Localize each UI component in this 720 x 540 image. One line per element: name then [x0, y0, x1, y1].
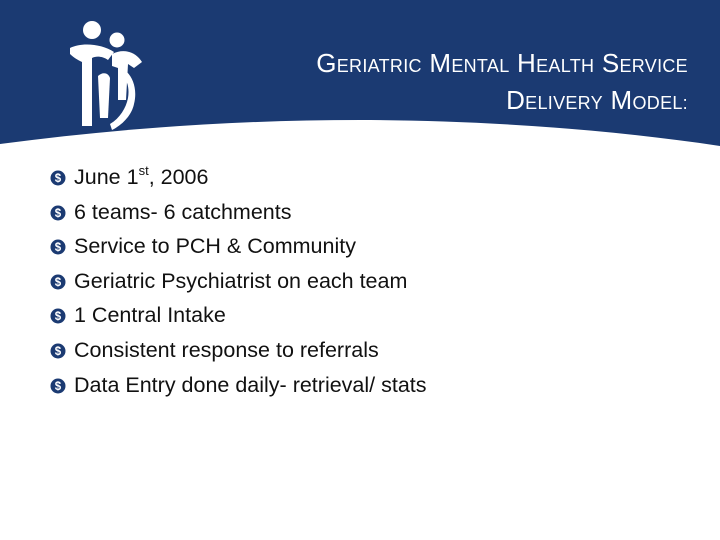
- dollar-coin-bullet-icon: [50, 205, 66, 221]
- title-word-rest: ELIVERY: [525, 93, 603, 113]
- bullet-item: [50, 333, 427, 368]
- bullet-text: Consistent response to referrals: [74, 337, 379, 362]
- title-word-rest: ODEL:: [632, 93, 688, 113]
- bullet-text: Data Entry done daily- retrieval/ stats: [74, 372, 427, 397]
- bullet-item: [50, 298, 427, 333]
- title-word-initial: M: [610, 85, 633, 115]
- bullet-text: 6 teams- 6 catchments: [74, 199, 292, 224]
- bullet-superscript: st: [138, 163, 149, 178]
- dollar-coin-bullet-icon: [50, 170, 66, 186]
- title-word-rest: ERIATRIC: [336, 56, 422, 76]
- bullet-text: 1 Central Intake: [74, 303, 226, 328]
- dollar-coin-bullet-icon: [50, 274, 66, 290]
- title-word-rest: ENTAL: [451, 56, 510, 76]
- bullet-item: [50, 195, 427, 230]
- title-word-rest: ERVICE: [619, 56, 688, 76]
- bullet-text: Geriatric Psychiatrist on each team: [74, 268, 408, 293]
- dollar-coin-bullet-icon: [50, 343, 66, 359]
- svg-text:$: $: [54, 311, 62, 324]
- title-word-initial: G: [316, 48, 337, 78]
- svg-text:$: $: [54, 276, 62, 289]
- bullet-item: [50, 368, 427, 403]
- bullet-item: [50, 264, 427, 299]
- title-line-2: [128, 83, 688, 120]
- dollar-coin-bullet-icon: [50, 308, 66, 324]
- title-line-1: [128, 46, 688, 83]
- bullet-list: [50, 160, 427, 402]
- title-word-initial: H: [517, 48, 537, 78]
- slide-title: [128, 46, 688, 120]
- bullet-item: [50, 229, 427, 264]
- bullet-text: Service to PCH & Community: [74, 234, 356, 259]
- svg-text:$: $: [54, 207, 62, 220]
- title-word-initial: D: [506, 85, 526, 115]
- bullet-item: [50, 160, 427, 195]
- svg-text:$: $: [54, 173, 62, 186]
- title-word-rest: EALTH: [536, 56, 595, 76]
- dollar-coin-bullet-icon: [50, 378, 66, 394]
- title-word-initial: M: [429, 48, 452, 78]
- dollar-coin-bullet-icon: [50, 239, 66, 255]
- bullet-text: June 1: [74, 165, 139, 189]
- svg-text:$: $: [54, 346, 62, 359]
- svg-text:$: $: [54, 242, 62, 255]
- title-word-initial: S: [601, 48, 620, 78]
- svg-text:$: $: [54, 380, 62, 393]
- bullet-text-suffix: , 2006: [148, 165, 209, 189]
